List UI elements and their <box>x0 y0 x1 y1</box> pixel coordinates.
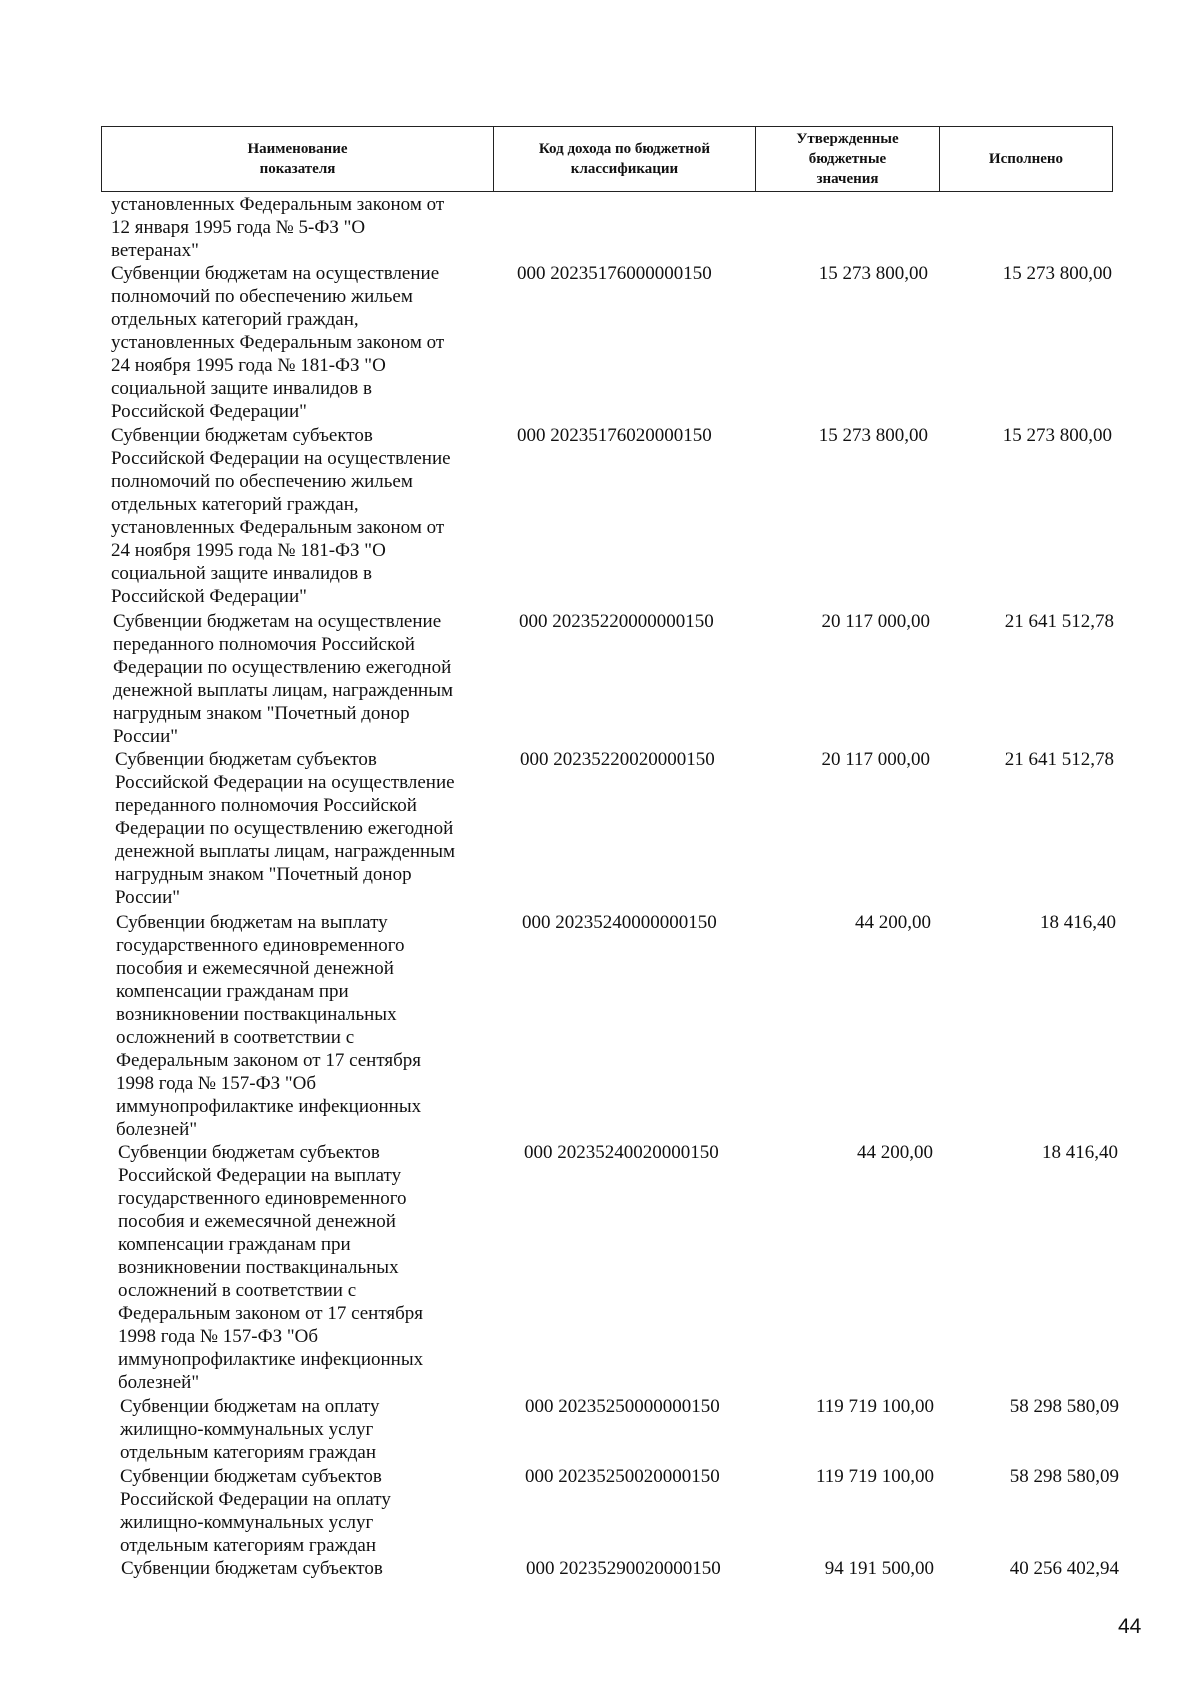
row-executed: 58 298 580,09 <box>1009 1466 1119 1487</box>
row-executed: 21 641 512,78 <box>1004 749 1114 770</box>
row-name: Субвенции бюджетам субъектов Российской Федерации на выплату государственного единовременного пособия и ежемесячной денежной компенсации гражданам при возникновении поствакцинальных осложнений в соответствии с Федеральным законом от 17 сентября 1998 года № 157-ФЗ "Об иммунопрофилактике инфекционных болезней" <box>118 1142 424 1393</box>
row-executed: 18 416,40 <box>1040 912 1116 933</box>
row-approved: 44 200,00 <box>855 912 931 933</box>
table-header <box>101 126 1113 192</box>
header-executed: Исполнено <box>988 151 1064 167</box>
header-code: Код дохода по бюджетной классификации <box>494 127 756 191</box>
row-name: установленных Федеральным законом от 12 января 1995 года № 5-ФЗ "О ветеранах" <box>111 194 445 261</box>
row-code: 000 20235176000000150 <box>517 263 712 284</box>
row-code: 000 20235220000000150 <box>519 611 714 632</box>
row-approved: 94 191 500,00 <box>824 1558 934 1579</box>
row-approved: 15 273 800,00 <box>818 263 928 284</box>
row-name: Субвенции бюджетам субъектов Российской Федерации на осуществление полномочий по обеспечению жильем отдельных категорий граждан, установленных Федеральным законом от 24 ноября 1995 года № 181-ФЗ "О социальной защите инвалидов в Российской Федерации" <box>111 425 451 607</box>
row-name: Субвенции бюджетам субъектов Российской Федерации на оплату жилищно-коммунальных услуг отдельным категориям граждан <box>120 1466 391 1556</box>
row-name: Субвенции бюджетам субъектов <box>121 1558 383 1579</box>
row-executed: 58 298 580,09 <box>1009 1396 1119 1417</box>
row-approved: 20 117 000,00 <box>821 611 930 632</box>
row-approved: 119 719 100,00 <box>815 1466 934 1487</box>
row-name: Субвенции бюджетам субъектов Российской Федерации на осуществление переданного полномочия Российской Федерации по осуществлению ежегодной денежной выплаты лицам, награжденным нагрудным знаком "Почетный донор России" <box>115 749 456 908</box>
row-executed: 15 273 800,00 <box>1002 263 1112 284</box>
row-approved: 15 273 800,00 <box>818 425 928 446</box>
row-code: 000 20235240000000150 <box>522 912 717 933</box>
row-name: Субвенции бюджетам на выплату государственного единовременного пособия и ежемесячной денежной компенсации гражданам при возникновении поствакцинальных осложнений в соответствии с Федеральным законом от 17 сентября 1998 года № 157-ФЗ "Об иммунопрофилактике инфекционных болезней" <box>116 912 422 1140</box>
row-code: 000 20235240020000150 <box>524 1142 719 1163</box>
page-number: 44 <box>1118 1615 1142 1638</box>
row-code: 000 20235176020000150 <box>517 425 712 446</box>
row-name: Субвенции бюджетам на оплату жилищно-коммунальных услуг отдельным категориям граждан <box>120 1396 380 1463</box>
row-executed: 40 256 402,94 <box>1009 1558 1119 1579</box>
row-executed: 21 641 512,78 <box>1004 611 1114 632</box>
header-approved: Утвержденные бюджетные значения <box>756 127 940 191</box>
row-code: 000 20235250020000150 <box>525 1466 720 1487</box>
row-approved: 20 117 000,00 <box>821 749 930 770</box>
row-name: Субвенции бюджетам на осуществление переданного полномочия Российской Федерации по осуществлению ежегодной денежной выплаты лицам, награжденным нагрудным знаком "Почетный донор России" <box>113 611 454 747</box>
row-executed: 18 416,40 <box>1042 1142 1118 1163</box>
row-code: 000 20235250000000150 <box>525 1396 720 1417</box>
row-code: 000 20235290020000150 <box>526 1558 721 1579</box>
row-name: Субвенции бюджетам на осуществление полномочий по обеспечению жильем отдельных категорий граждан, установленных Федеральным законом от 24 ноября 1995 года № 181-ФЗ "О социальной защите инвалидов в Российской Федерации" <box>111 263 445 422</box>
row-code: 000 20235220020000150 <box>520 749 715 770</box>
row-approved: 44 200,00 <box>857 1142 933 1163</box>
row-executed: 15 273 800,00 <box>1002 425 1112 446</box>
header-name: Наименование показателя <box>102 127 494 191</box>
row-approved: 119 719 100,00 <box>815 1396 934 1417</box>
